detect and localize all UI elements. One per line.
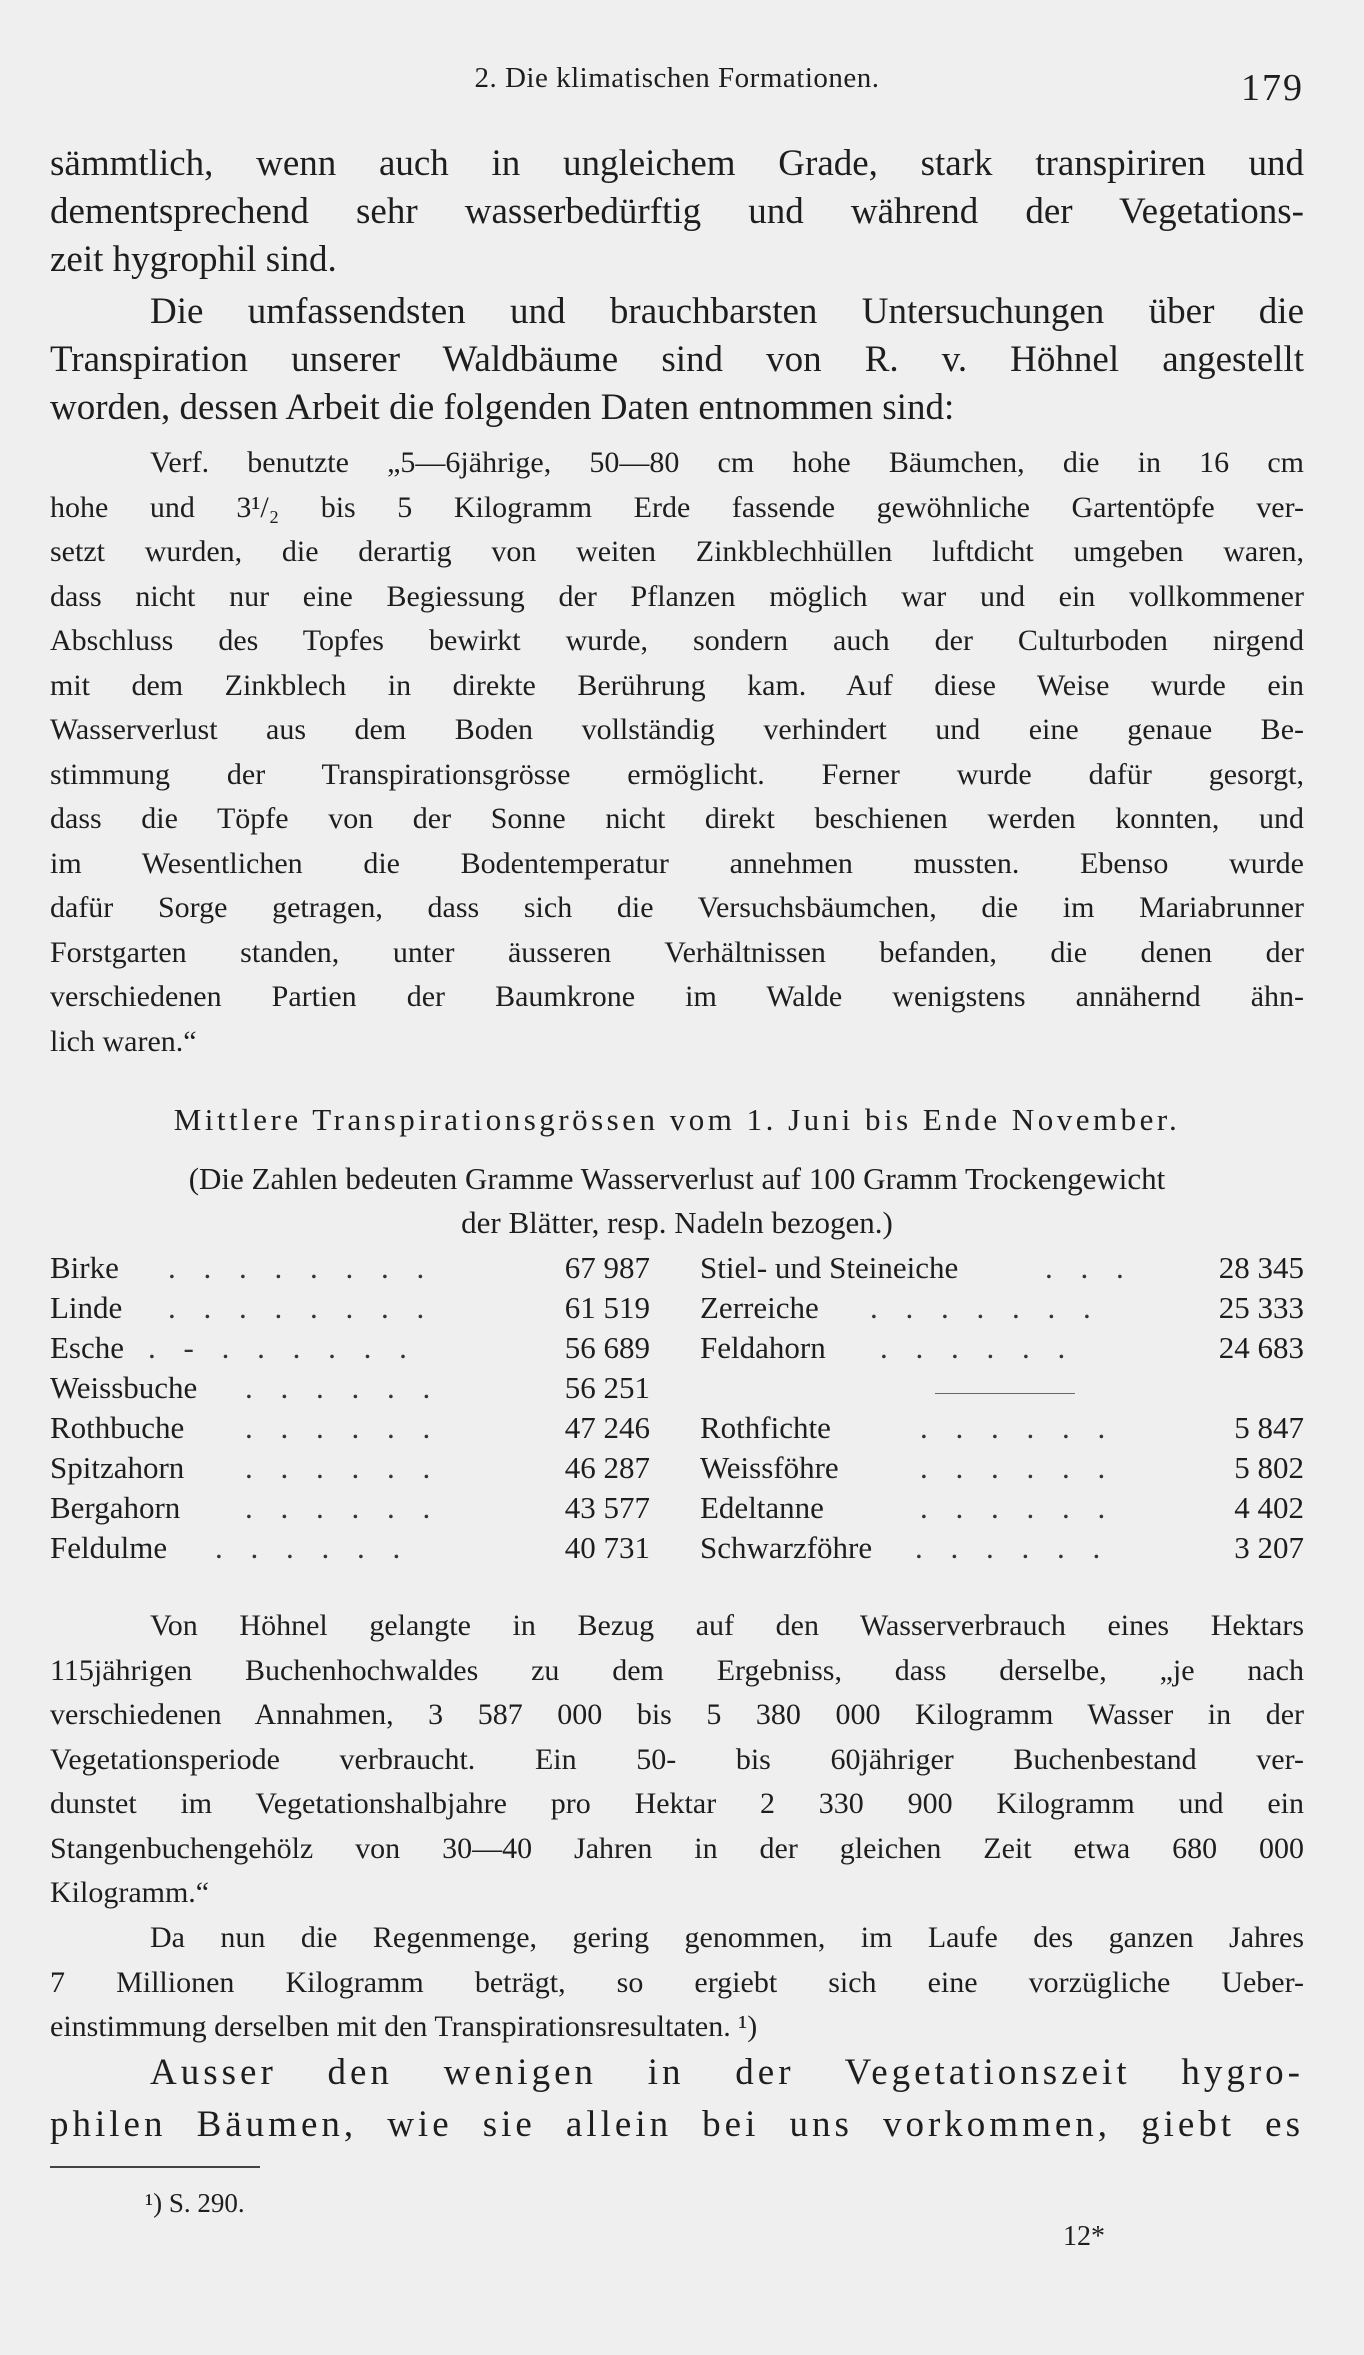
table-cell-name: Weissbuche — [50, 1370, 198, 1405]
table-leader-dots: . . . . . . — [245, 1410, 441, 1445]
page-number: 179 — [1241, 67, 1304, 109]
table-cell-value: 40 731 — [564, 1530, 650, 1565]
table-cell-value: 4 402 — [1234, 1490, 1304, 1525]
table-leader-dots: . . . — [1045, 1250, 1134, 1285]
table-cell-name: Feldahorn — [700, 1330, 826, 1365]
text-line: dunstet im Vegetationshalbjahre pro Hektar 2 330 900 Kilogramm und ein — [50, 1787, 1304, 1820]
table-cell-name: Feldulme — [50, 1530, 168, 1565]
table-cell-name: Weissföhre — [700, 1450, 839, 1485]
text-line: Forstgarten standen, unter äusseren Verhältnissen befanden, die denen der — [50, 935, 1304, 969]
paragraph-5 — [50, 1916, 1304, 2050]
table-cell-value: 67 987 — [564, 1250, 650, 1285]
table-leader-dots: . . . . . . — [920, 1410, 1116, 1445]
table-cell-name: Schwarzföhre — [700, 1530, 873, 1565]
text-line: zeit hygrophil sind. — [50, 239, 337, 280]
table-cell-name: Edeltanne — [700, 1490, 824, 1525]
text-line: dass die Töpfe von der Sonne nicht direkt beschienen werden konnten, und — [50, 802, 1304, 835]
text-line: Ausser den wenigen in der Vegetationszeit hygro- — [150, 2052, 1304, 2093]
table-cell-name: Spitzahorn — [50, 1450, 185, 1485]
text-line: setzt wurden, die derartig von weiten Zinkblechhüllen luftdicht umgeben waren, — [50, 535, 1304, 568]
table-cell-value: 24 683 — [1218, 1330, 1304, 1365]
text-line: lich waren.“ — [50, 1024, 197, 1058]
text-line: Da nun die Regenmenge, gering genommen, im Laufe des ganzen Jahres — [150, 1921, 1304, 1954]
footnote: ¹) S. 290. — [145, 2188, 245, 2218]
table-leader-dots: . . . . . . — [245, 1370, 441, 1405]
text-line: 7 Millionen Kilogramm beträgt, so ergiebt sich eine vorzügliche Ueber- — [50, 1965, 1304, 1999]
text-line: stimmung der Transpirationsgrösse ermöglicht. Ferner wurde dafür gesorgt, — [50, 757, 1304, 791]
paragraph-4 — [50, 1604, 1304, 1916]
text-line: 115jährigen Buchenhochwaldes zu dem Ergebniss, dass derselbe, „je nach — [50, 1653, 1304, 1687]
text-line: Transpiration unserer Waldbäume sind von R. v. Höhnel angestellt — [50, 339, 1304, 380]
table-leader-dots: . . . . . . — [920, 1450, 1116, 1485]
table-cell-name: Linde — [50, 1290, 123, 1325]
quotation-block — [50, 441, 1304, 1064]
text-line: Verf. benutzte „5—6jährige, 50—80 cm hohe Bäumchen, die in 16 cm — [150, 446, 1304, 479]
table-cell-value: 25 333 — [1218, 1290, 1304, 1325]
text-line: Kilogramm.“ — [50, 1876, 210, 1909]
running-title: 2. Die klimatischen Formationen. — [474, 62, 880, 94]
table-leader-dots: . . . . . . . . — [168, 1250, 435, 1285]
table-cell-value: 61 519 — [564, 1290, 650, 1325]
table-leader-dots: . . . . . . — [915, 1530, 1111, 1565]
text-line: Von Höhnel gelangte in Bezug auf den Wasserverbrauch eines Hektars — [150, 1609, 1304, 1642]
table-leader-dots: . . . . . . — [245, 1490, 441, 1525]
text-line: Abschluss des Topfes bewirkt wurde, sondern auch der Culturboden nirgend — [50, 624, 1304, 657]
text-line: dementsprechend sehr wasserbedürftig und während der Vegetations- — [50, 191, 1304, 232]
table-cell-name: Zerreiche — [700, 1290, 819, 1325]
footnote-rule — [50, 2166, 260, 2168]
table-cell-name: Bergahorn — [50, 1490, 181, 1525]
table-cell-value: 47 246 — [564, 1410, 650, 1445]
table-cell-name: Birke — [50, 1250, 119, 1285]
text-line: dass nicht nur eine Begiessung der Pflanzen möglich war und ein vollkommener — [50, 579, 1304, 613]
table-leader-dots: . . . . . . — [215, 1530, 411, 1565]
text-line: einstimmung derselben mit den Transpirationsresultaten. ¹) — [50, 2010, 758, 2043]
signature-mark: 12* — [1063, 2221, 1105, 2252]
table-leader-dots: . . . . . . — [920, 1490, 1116, 1525]
table-cell-name: Rothbuche — [50, 1410, 185, 1445]
text-line: mit dem Zinkblech in direkte Berührung kam. Auf diese Weise wurde ein — [50, 668, 1304, 702]
table-cell-value: 43 577 — [564, 1490, 650, 1525]
page-header — [50, 58, 1304, 108]
table-cell-value: 3 207 — [1234, 1530, 1304, 1565]
table-cell-value: 5 847 — [1234, 1410, 1304, 1445]
table-cell-value: 46 287 — [564, 1450, 650, 1485]
text-line: Vegetationsperiode verbraucht. Ein 50- bis 60jähriger Buchenbestand ver- — [50, 1742, 1304, 1776]
table-leader-dots: . . . . . . . — [870, 1290, 1101, 1325]
paragraph-6 — [50, 2047, 1304, 2151]
table-leader-dots: . . . . . . . . — [168, 1290, 435, 1325]
text-line: philen Bäumen, wie sie allein bei uns vorkommen, giebt es — [50, 2104, 1304, 2145]
paragraph-2 — [50, 288, 1304, 432]
table-cell-value: 28 345 — [1218, 1250, 1304, 1285]
table-cell-value: 56 251 — [564, 1370, 650, 1405]
table-cell-name: Stiel- und Steineiche — [700, 1250, 959, 1285]
text-line: im Wesentlichen die Bodentemperatur annehmen mussten. Ebenso wurde — [50, 846, 1304, 880]
text-line: worden, dessen Arbeit die folgenden Daten entnommen sind: — [50, 387, 955, 428]
text-line: sämmtlich, wenn auch in ungleichem Grade, stark transpiriren und — [50, 143, 1304, 184]
table-cell-value: 56 689 — [564, 1330, 650, 1365]
text-line: verschiedenen Annahmen, 3 587 000 bis 5 380 000 Kilogramm Wasser in der — [50, 1698, 1304, 1731]
table-leader-dots: . . . . . . — [245, 1450, 441, 1485]
text-line: Wasserverlust aus dem Boden vollständig verhindert und eine genaue Be- — [50, 713, 1304, 746]
table-title: Mittlere Transpirationsgrössen vom 1. Juni bis Ende November. — [173, 1102, 1181, 1137]
text-line: dafür Sorge getragen, dass sich die Versuchsbäumchen, die im Mariabrunner — [50, 891, 1304, 924]
table-caption: (Die Zahlen bedeuten Gramme Wasserverlust auf 100 Gramm Trockengewicht — [188, 1161, 1166, 1196]
table-cell-name: Esche — [50, 1330, 125, 1365]
paragraph-1 — [50, 140, 1304, 284]
table-divider — [935, 1393, 1075, 1394]
text-line: verschiedenen Partien der Baumkrone im Walde wenigstens annähernd ähn- — [50, 980, 1304, 1013]
table-caption: der Blätter, resp. Nadeln bezogen.) — [461, 1205, 893, 1240]
table-leader-dots: . . . . . . — [880, 1330, 1076, 1365]
text-line: Stangenbuchengehölz von 30—40 Jahren in der gleichen Zeit etwa 680 000 — [50, 1831, 1304, 1865]
table-cell-name: Rothfichte — [700, 1410, 831, 1445]
table-leader-dots: . - . . . . . . — [148, 1330, 417, 1365]
text-line: hohe und 3¹/₂ bis 5 Kilogramm Erde fassende gewöhnliche Gartentöpfe ver- — [50, 490, 1304, 524]
table-cell-value: 5 802 — [1234, 1450, 1304, 1485]
text-line: Die umfassendsten und brauchbarsten Untersuchungen über die — [150, 291, 1304, 332]
